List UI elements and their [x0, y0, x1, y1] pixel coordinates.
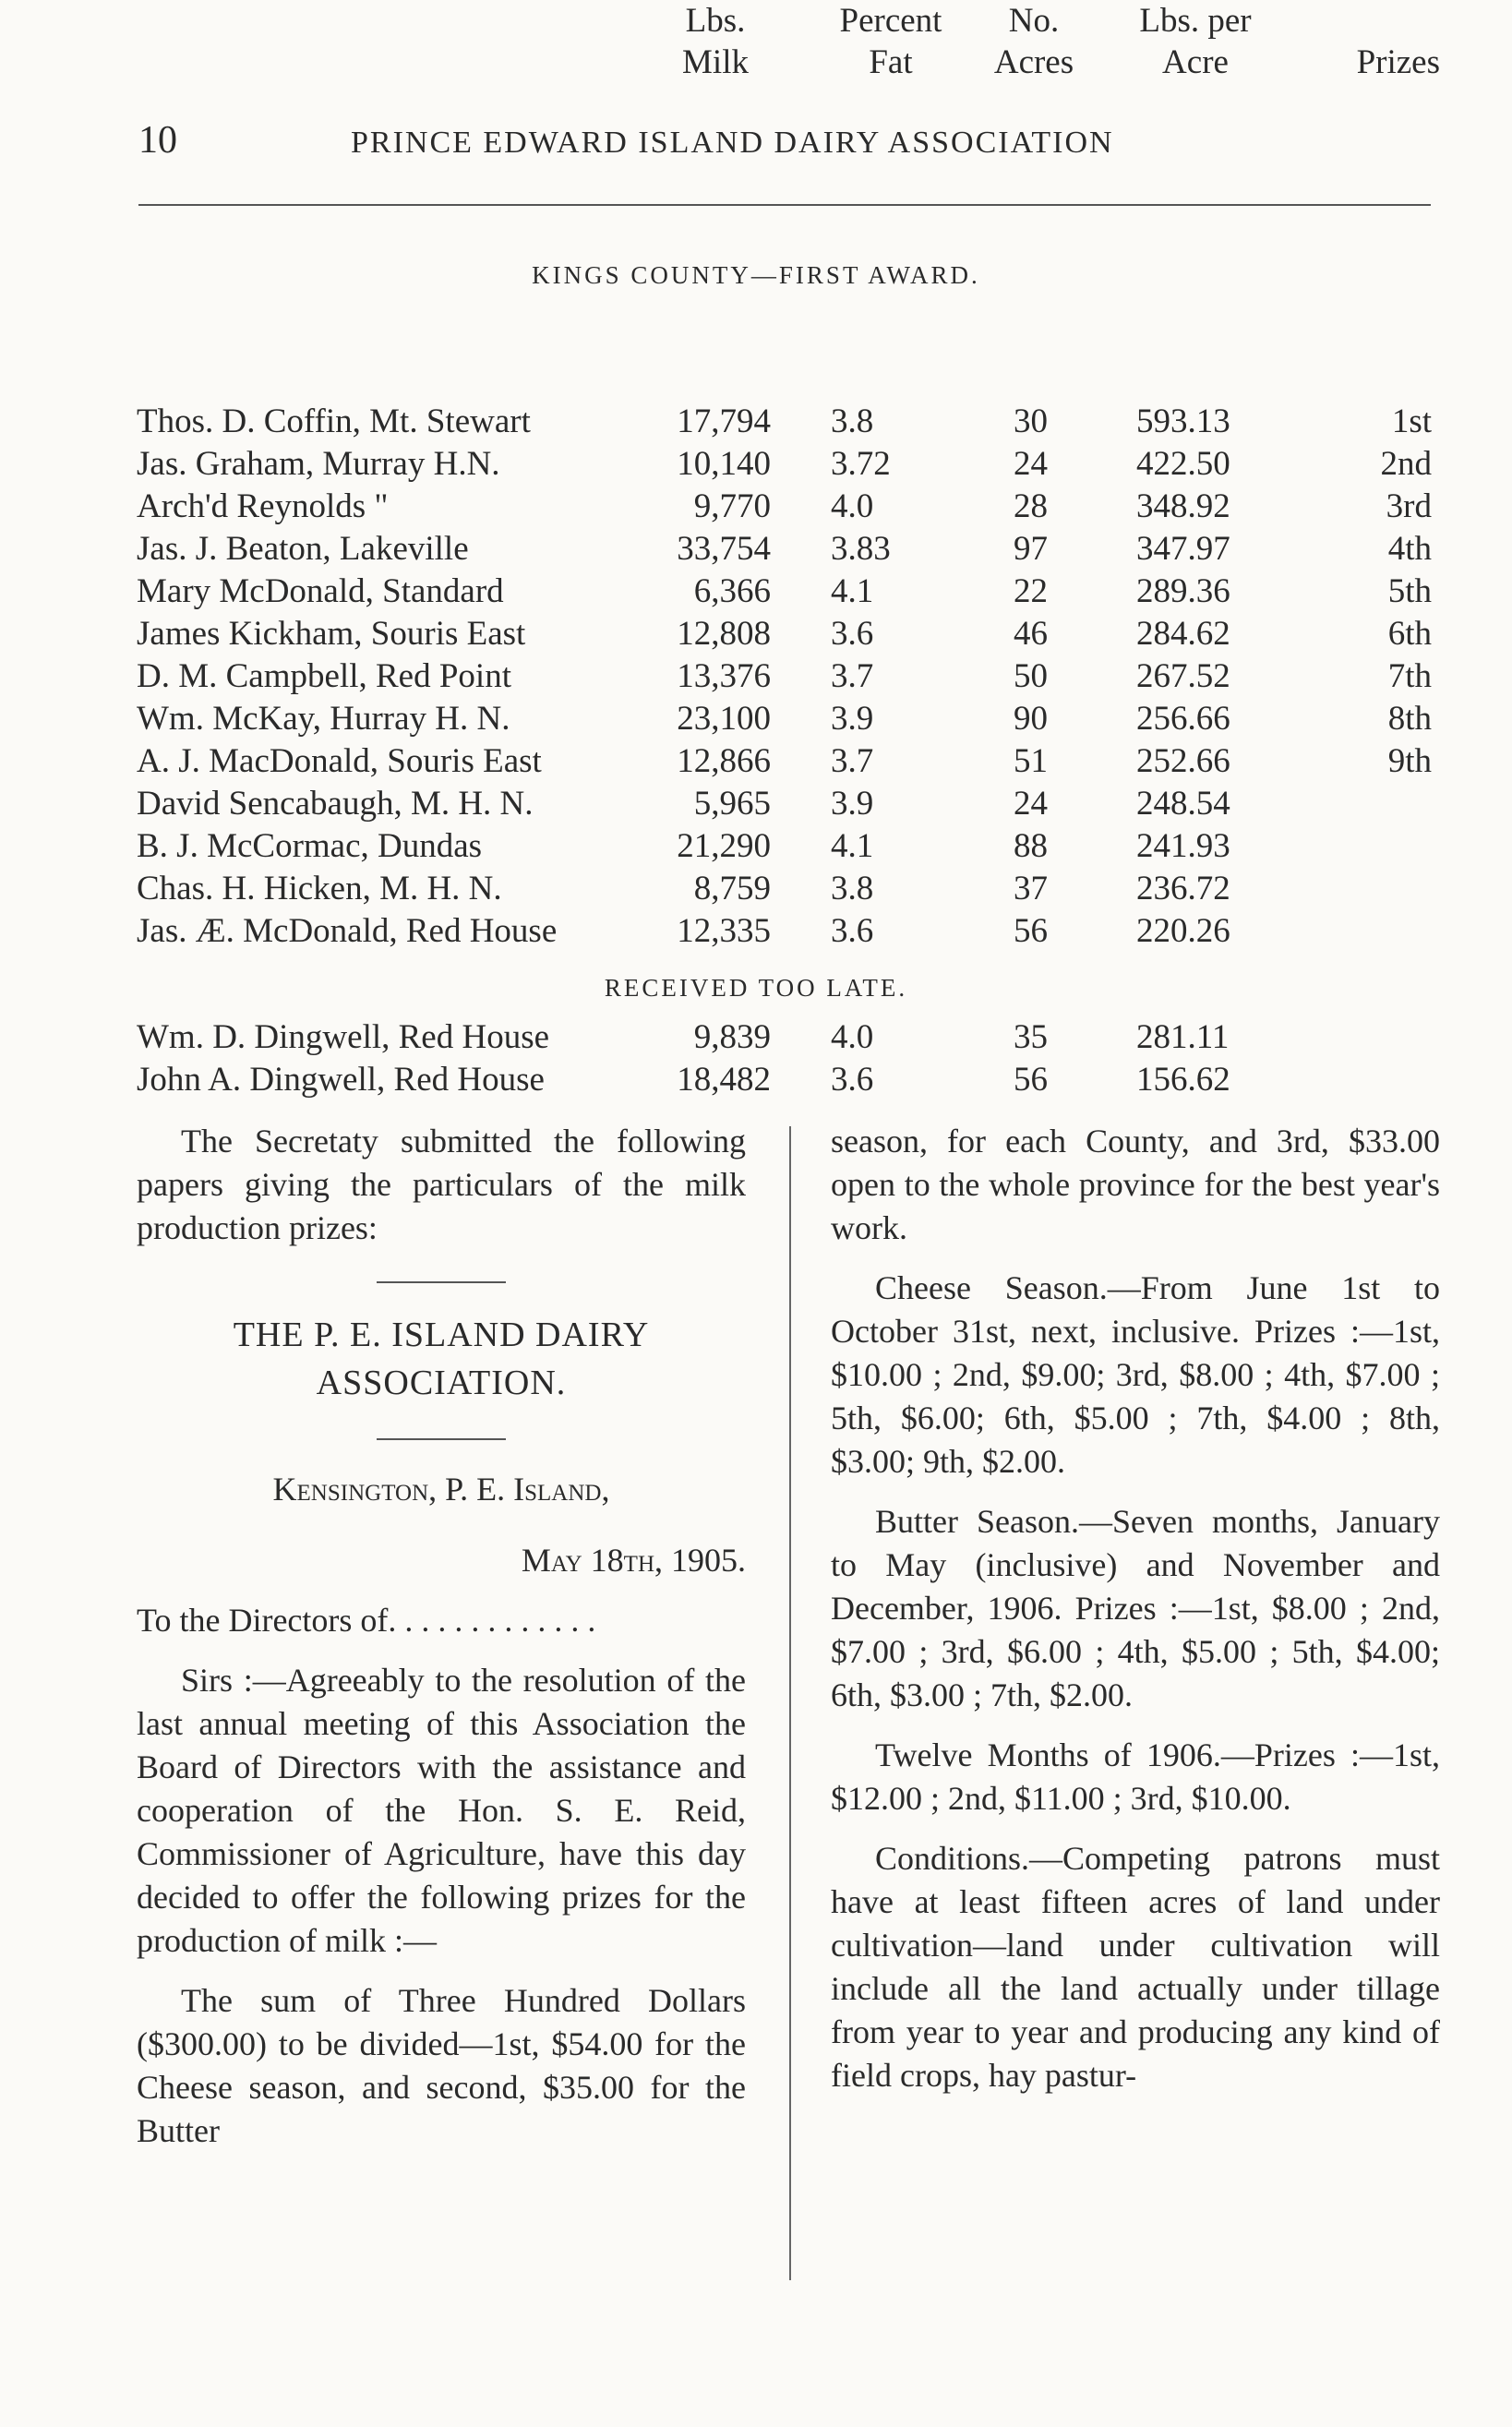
milk-lbs: 5,965: [693, 785, 771, 823]
lbs-per-acre: 281.11: [1136, 1018, 1230, 1056]
short-rule: [377, 1281, 506, 1283]
table-row: [0, 487, 1512, 529]
table-row: [0, 1060, 1512, 1102]
table-row: [0, 656, 1512, 699]
header-rule: [138, 204, 1431, 206]
patron-name: Mary McDonald, Standard: [137, 572, 504, 610]
acres-count: 88: [1014, 827, 1048, 865]
acres-count: 90: [1014, 700, 1048, 738]
patron-name: Wm. McKay, Hurray H. N.: [137, 700, 510, 738]
conditions-paragraph: Conditions.—Competing patrons must have at least fifteen acres of land under cultivation—land under cultivation will include all the land actually under tillage from year to year and producing any kind of field crops, hay pastur-: [831, 1840, 1440, 2094]
running-title: PRINCE EDWARD ISLAND DAIRY ASSOCIATION: [351, 126, 1114, 160]
patron-name: Wm. D. Dingwell, Red House: [137, 1018, 550, 1056]
lbs-per-acre: 248.54: [1136, 785, 1230, 823]
fat-percent: 4.0: [831, 1018, 874, 1056]
fat-percent: 3.8: [831, 870, 874, 907]
milk-lbs: 8,759: [693, 870, 771, 907]
acres-count: 46: [1014, 615, 1048, 653]
association-title: THE P. E. ISLAND DAIRY ASSOCIATION.: [233, 1316, 650, 1402]
lbs-per-acre: 220.26: [1136, 912, 1230, 950]
milk-lbs: 12,866: [677, 742, 771, 780]
table-row: [0, 784, 1512, 826]
fat-percent: 3.83: [831, 530, 891, 568]
place-line: Kensington, P. E. Island,: [272, 1471, 610, 1508]
cheese-season-paragraph: Cheese Season.—From June 1st to October 31st, next, inclusive. Prizes :—1st, $10.00 ; 2nd, $9.00; 3rd, $8.00 ; 4th, $7.00 ; 5th, $6.00; 6th, $5.00 ; 7th, $4.00 ; 8th, $3.00; 9th, $2.00.: [831, 1269, 1440, 1480]
patron-name: Thos. D. Coffin, Mt. Stewart: [137, 402, 531, 440]
date-line: May 18th, 1905.: [521, 1542, 746, 1579]
lbs-per-acre: 252.66: [1136, 742, 1230, 780]
lbs-per-acre: 593.13: [1136, 402, 1230, 440]
table-heading: KINGS COUNTY—FIRST AWARD.: [532, 261, 980, 289]
fat-percent: 3.6: [831, 912, 874, 950]
lbs-per-acre: 347.97: [1136, 530, 1230, 568]
column-header-lbs-per-acre: Lbs. per Acre: [1139, 2, 1252, 81]
lbs-per-acre: 241.93: [1136, 827, 1230, 865]
acres-count: 56: [1014, 912, 1048, 950]
lbs-per-acre: 236.72: [1136, 870, 1230, 907]
acres-count: 28: [1014, 487, 1048, 525]
lbs-per-acre: 256.66: [1136, 700, 1230, 738]
left-column: [137, 1120, 746, 2169]
acres-count: 56: [1014, 1061, 1048, 1099]
milk-lbs: 12,335: [677, 912, 771, 950]
fat-percent: 3.7: [831, 657, 874, 695]
fat-percent: 4.1: [831, 827, 874, 865]
acres-count: 35: [1014, 1018, 1048, 1056]
patron-name: David Sencabaugh, M. H. N.: [137, 785, 534, 823]
sirs-paragraph: Sirs :—Agreeably to the resolution of the last annual meeting of this Association the Board of Directors with the assistance and cooperation of the Hon. S. E. Reid, Commissioner of Agriculture, have this day decided to offer the following prizes for the production of milk :—: [137, 1662, 746, 1959]
lbs-per-acre: 289.36: [1136, 572, 1230, 610]
table-row: [0, 699, 1512, 741]
continued-paragraph: season, for each County, and 3rd, $33.00 open to the whole province for the best year's work.: [831, 1123, 1440, 1246]
milk-lbs: 23,100: [677, 700, 771, 738]
patron-name: Jas. Æ. McDonald, Red House: [137, 912, 558, 950]
prize-rank: 3rd: [1386, 487, 1432, 525]
page-header: [138, 118, 1431, 174]
milk-lbs: 17,794: [677, 402, 771, 440]
right-column: [831, 1120, 1440, 2114]
sum-paragraph: The sum of Three Hundred Dollars ($300.00) to be divided—1st, $54.00 for the Cheese season, and second, $35.00 for the Butter: [137, 1982, 746, 2149]
butter-season-paragraph: Butter Season.—Seven months, January to May (inclusive) and November and December, 1906. Prizes :—1st, $8.00 ; 2nd, $7.00 ; 3rd, $6.00 ; 4th, $5.00 ; 5th, $4.00; 6th, $3.00 ; 7th, $2.00.: [831, 1503, 1440, 1713]
patron-name: James Kickham, Souris East: [137, 615, 526, 653]
acres-count: 30: [1014, 402, 1048, 440]
patron-name: B. J. McCormac, Dundas: [137, 827, 483, 865]
patron-name: D. M. Campbell, Red Point: [137, 657, 511, 695]
milk-lbs: 9,770: [693, 487, 771, 525]
salutation: To the Directors of. . . . . . . . . . . . .: [137, 1602, 596, 1639]
fat-percent: 3.8: [831, 402, 874, 440]
column-header-milk: Lbs. Milk: [682, 2, 749, 81]
fat-percent: 3.6: [831, 615, 874, 653]
patron-name: John A. Dingwell, Red House: [137, 1061, 545, 1099]
patron-name: A. J. MacDonald, Souris East: [137, 742, 542, 780]
lbs-per-acre: 156.62: [1136, 1061, 1230, 1099]
patron-name: Arch'd Reynolds ": [137, 487, 389, 525]
patron-name: Chas. H. Hicken, M. H. N.: [137, 870, 502, 907]
acres-count: 97: [1014, 530, 1048, 568]
acres-count: 24: [1014, 445, 1048, 483]
milk-lbs: 9,839: [693, 1018, 771, 1056]
lbs-per-acre: 284.62: [1136, 615, 1230, 653]
fat-percent: 3.9: [831, 785, 874, 823]
lbs-per-acre: 422.50: [1136, 445, 1230, 483]
column-header-acres: No. Acres: [993, 2, 1074, 81]
milk-lbs: 21,290: [677, 827, 771, 865]
table-row: [0, 911, 1512, 954]
milk-lbs: 6,366: [693, 572, 771, 610]
table-row: [0, 826, 1512, 869]
milk-lbs: 33,754: [677, 530, 771, 568]
column-header-prizes: Prizes: [1356, 43, 1440, 81]
patron-name: Jas. Graham, Murray H.N.: [137, 445, 500, 483]
prize-rank: 4th: [1387, 530, 1432, 568]
fat-percent: 4.1: [831, 572, 874, 610]
prize-rank: 8th: [1387, 700, 1432, 738]
prize-rank: 9th: [1387, 742, 1432, 780]
prize-rank: 5th: [1387, 572, 1432, 610]
acres-count: 51: [1014, 742, 1048, 780]
table-row: [0, 614, 1512, 656]
table-row: [0, 529, 1512, 571]
table-row: [0, 1017, 1512, 1060]
column-divider: [789, 1126, 791, 2280]
fat-percent: 3.7: [831, 742, 874, 780]
table-row: [0, 869, 1512, 911]
acres-count: 24: [1014, 785, 1048, 823]
page-number: 10: [138, 119, 177, 162]
table-row: [0, 741, 1512, 784]
acres-count: 50: [1014, 657, 1048, 695]
prize-rank: 7th: [1387, 657, 1432, 695]
intro-paragraph: The Secretaty submitted the following papers giving the particulars of the milk production prizes:: [137, 1123, 746, 1246]
fat-percent: 3.9: [831, 700, 874, 738]
column-header-fat: Percent Fat: [839, 2, 942, 81]
fat-percent: 4.0: [831, 487, 874, 525]
prize-rank: 2nd: [1380, 445, 1432, 483]
acres-count: 22: [1014, 572, 1048, 610]
prize-rank: 6th: [1387, 615, 1432, 653]
table-row: [0, 444, 1512, 487]
acres-count: 37: [1014, 870, 1048, 907]
fat-percent: 3.6: [831, 1061, 874, 1099]
table-row: [0, 402, 1512, 444]
milk-lbs: 12,808: [677, 615, 771, 653]
twelve-months-paragraph: Twelve Months of 1906.—Prizes :—1st, $12.00 ; 2nd, $11.00 ; 3rd, $10.00.: [831, 1736, 1440, 1817]
fat-percent: 3.72: [831, 445, 891, 483]
short-rule: [377, 1438, 506, 1440]
milk-lbs: 13,376: [677, 657, 771, 695]
prize-rank: 1st: [1391, 402, 1432, 440]
lbs-per-acre: 348.92: [1136, 487, 1230, 525]
milk-lbs: 10,140: [677, 445, 771, 483]
late-heading: RECEIVED TOO LATE.: [604, 974, 908, 1002]
table-row: [0, 571, 1512, 614]
milk-lbs: 18,482: [677, 1061, 771, 1099]
patron-name: Jas. J. Beaton, Lakeville: [137, 530, 469, 568]
lbs-per-acre: 267.52: [1136, 657, 1230, 695]
